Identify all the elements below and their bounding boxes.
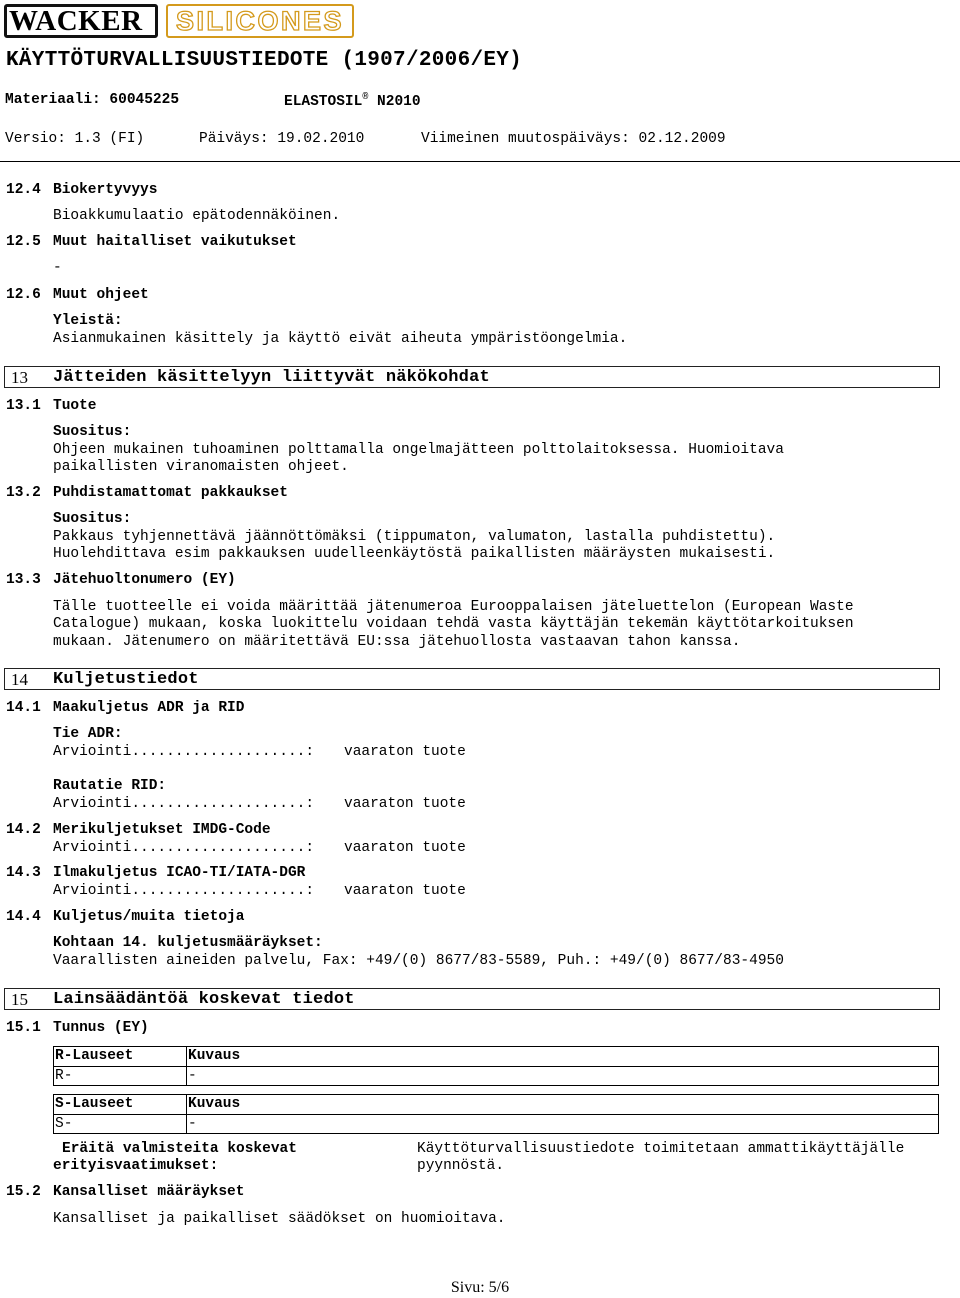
eval-value: vaaraton tuote	[344, 744, 466, 760]
eval-label: Arviointi....................:	[53, 796, 315, 812]
subsection-number: 12.5	[6, 234, 41, 250]
table-cell: -	[188, 1068, 197, 1084]
section-header-13	[4, 366, 940, 388]
column-header: R-Lauseet	[54, 1047, 187, 1066]
table-header-row	[54, 1095, 938, 1114]
table-row	[54, 1066, 938, 1085]
subsection-number: 12.6	[6, 287, 41, 303]
subsection-number: 14.2	[6, 822, 41, 838]
product-brand: ELASTOSIL	[284, 93, 363, 110]
column-header: Kuvaus	[188, 1096, 241, 1112]
subsection-title: Biokertyvyys	[53, 182, 158, 198]
subsection-number: 13.2	[6, 485, 41, 501]
field-label: Tie ADR:	[53, 726, 123, 742]
silicones-logo-text: SILICONES	[175, 5, 345, 36]
product-code: N2010	[377, 93, 421, 110]
section-title: Lainsäädäntöä koskevat tiedot	[53, 990, 355, 1009]
eval-label: Arviointi....................:	[53, 840, 315, 856]
paragraph-line: Huolehdittava esim pakkauksen uudelleenkäytöstä paikallisten määräysten mukaisesti.	[53, 546, 776, 562]
column-header: S-Lauseet	[54, 1095, 187, 1114]
eval-value: vaaraton tuote	[344, 883, 466, 899]
section-number: 14	[11, 670, 28, 689]
subsection-number: 14.4	[6, 909, 41, 925]
subsection-title: Tuote	[53, 398, 97, 414]
eval-label: Arviointi....................:	[53, 744, 315, 760]
subsection-title: Kansalliset määräykset	[53, 1184, 245, 1200]
material-number: Materiaali: 60045225	[5, 92, 180, 108]
paragraph-line: Catalogue) mukaan, koska luokittelu voidaan tehdä vasta käyttäjän tekemän käyttötarkoituksen	[53, 616, 854, 632]
version: Versio: 1.3 (FI)	[5, 131, 145, 147]
subsection-title: Muut ohjeet	[53, 287, 149, 303]
table-header-row	[54, 1047, 938, 1066]
s-phrases-table	[53, 1094, 939, 1134]
subsection-title: Tunnus (EY)	[53, 1020, 149, 1036]
header-divider	[0, 161, 960, 162]
page-number: Sivu: 5/6	[450, 1279, 510, 1296]
subsection-title: Muut haitalliset vaikutukset	[53, 234, 297, 250]
section-header-14	[4, 668, 940, 690]
subsection-title: Ilmakuljetus ICAO-TI/IATA-DGR	[53, 865, 306, 881]
r-phrases-table	[53, 1046, 939, 1086]
paragraph-line: mukaan. Jätenumero on määritettävä EU:ssa jätehuollosta vastaavan tahon kanssa.	[53, 634, 741, 650]
revision-date: Viimeinen muutospäiväys: 02.12.2009	[421, 131, 726, 147]
subsection-number: 12.4	[6, 182, 41, 198]
subsection-title: Maakuljetus ADR ja RID	[53, 700, 245, 716]
section-number: 15	[11, 990, 28, 1009]
subsection-title: Merikuljetukset IMDG-Code	[53, 822, 271, 838]
section-header-15	[4, 988, 940, 1010]
field-value-line: pyynnöstä.	[417, 1158, 505, 1174]
paragraph: Asianmukainen käsittely ja käyttö eivät aiheuta ympäristöongelmia.	[53, 331, 628, 347]
subsection-title: Jätehuoltonumero (EY)	[53, 572, 236, 588]
eval-value: vaaraton tuote	[344, 796, 466, 812]
column-header: Kuvaus	[188, 1048, 241, 1064]
paragraph: Vaarallisten aineiden palvelu, Fax: +49/(0) 8677/83-5589, Puh.: +49/(0) 8677/83-4950	[53, 953, 784, 969]
wacker-logo: WACKER	[4, 4, 158, 38]
eval-value: vaaraton tuote	[344, 840, 466, 856]
paragraph-line: Tälle tuotteelle ei voida määrittää jätenumeroa Eurooppalaisen jäteluettelon (European Waste	[53, 599, 854, 615]
field-label: Kohtaan 14. kuljetusmääräykset:	[53, 935, 323, 951]
field-label: Eräitä valmisteita koskevat	[62, 1141, 297, 1157]
section-title: Kuljetustiedot	[53, 670, 199, 689]
product-name	[284, 92, 421, 110]
field-label: erityisvaatimukset:	[53, 1158, 219, 1174]
subsection-title: Puhdistamattomat pakkaukset	[53, 485, 288, 501]
table-cell: -	[188, 1116, 197, 1132]
paragraph-line: Ohjeen mukainen tuhoaminen polttamalla ongelmajätteen polttolaitoksessa. Huomioitava	[53, 442, 784, 458]
field-label: Yleistä:	[53, 313, 123, 329]
registered-mark: ®	[362, 92, 369, 103]
paragraph-line: paikallisten viranomaisten ohjeet.	[53, 459, 349, 475]
paragraph: Bioakkumulaatio epätodennäköinen.	[53, 208, 341, 224]
document-title: KÄYTTÖTURVALLISUUSTIEDOTE (1907/2006/EY)	[6, 49, 523, 72]
table-row	[54, 1114, 938, 1133]
paragraph: -	[53, 260, 62, 276]
section-title: Jätteiden käsittelyyn liittyvät näkökohdat	[53, 368, 490, 387]
table-cell: R-	[54, 1067, 187, 1085]
subsection-number: 15.2	[6, 1184, 41, 1200]
subsection-number: 13.3	[6, 572, 41, 588]
field-label: Rautatie RID:	[53, 778, 167, 794]
silicones-logo	[166, 4, 354, 38]
paragraph: Kansalliset ja paikalliset säädökset on huomioitava.	[53, 1211, 506, 1227]
field-label: Suositus:	[53, 511, 132, 527]
subsection-title: Kuljetus/muita tietoja	[53, 909, 245, 925]
subsection-number: 14.3	[6, 865, 41, 881]
field-label: Suositus:	[53, 424, 132, 440]
subsection-number: 14.1	[6, 700, 41, 716]
print-date: Päiväys: 19.02.2010	[199, 131, 365, 147]
subsection-number: 15.1	[6, 1020, 41, 1036]
section-number: 13	[11, 368, 28, 387]
paragraph-line: Pakkaus tyhjennettävä jäännöttömäksi (tippumaton, valumaton, lastalla puhdistettu).	[53, 529, 776, 545]
eval-label: Arviointi....................:	[53, 883, 315, 899]
field-value-line: Käyttöturvallisuustiedote toimitetaan ammattikäyttäjälle	[417, 1141, 905, 1157]
table-cell: S-	[54, 1115, 187, 1133]
subsection-number: 13.1	[6, 398, 41, 414]
